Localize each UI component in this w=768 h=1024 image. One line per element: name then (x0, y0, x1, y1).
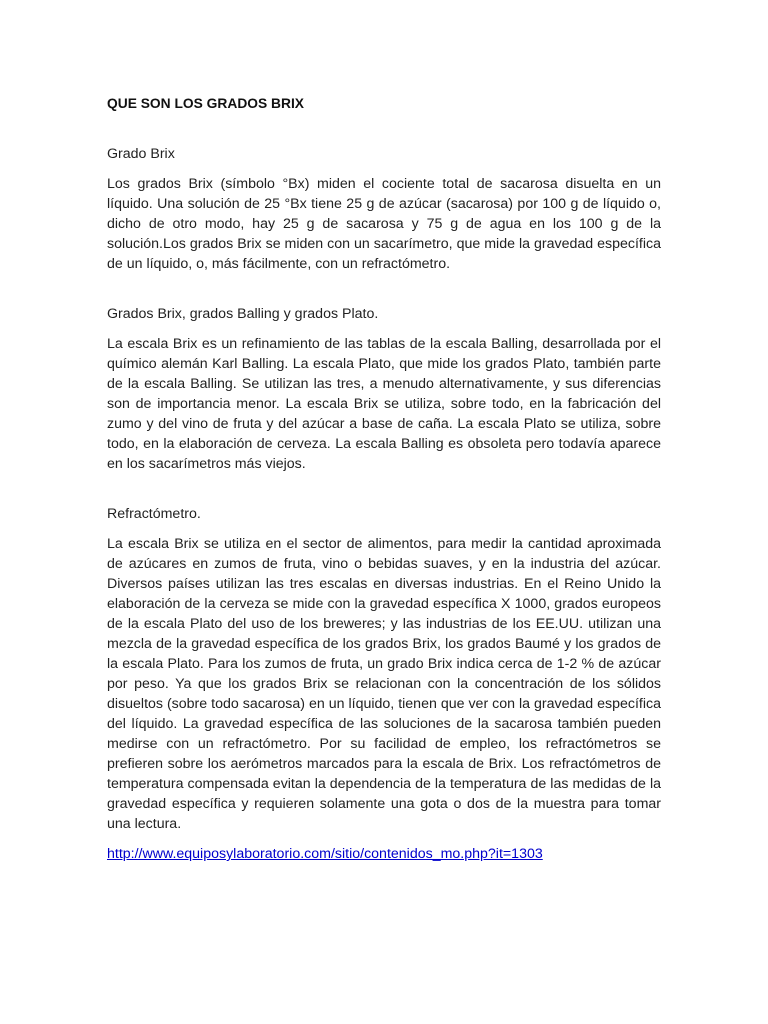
document-body (107, 94, 661, 864)
section-heading-balling-plato: Grados Brix, grados Balling y grados Plato. (107, 306, 379, 322)
section-text-balling-plato: La escala Brix es un refinamiento de las tablas de la escala Balling, desarrollada por el químico alemán Karl Balling. La escala Plato, que mide los grados Plato, también parte de la escala Balling. Se utilizan las tres, a menudo alternativamente, y sus diferencias son de importancia menor. La escala Brix se utiliza, sobre todo, en la fabricación del zumo y del vino de fruta y del azúcar a base de caña. La escala Plato se utiliza, sobre todo, en la elaboración de cerveza. La escala Balling es obsoleta pero todavía aparece en los sacarímetros más viejos. (107, 336, 661, 472)
section-heading-refractometro: Refractómetro. (107, 506, 201, 522)
section-text-refractometro: La escala Brix se utiliza en el sector de alimentos, para medir la cantidad aproximada de azúcares en zumos de fruta, vino o bebidas suaves, y en la industria del azúcar. Diversos países utilizan las tres escalas en diversas industrias. En el Reino Unido la elaboración de la cerveza se mide con la gravedad específica X 1000, grados europeos de la escala Plato del uso de los breweres; y las industrias de los EE.UU. utilizan una mezcla de la gravedad específica de los grados Brix, los grados Baumé y los grados de la escala Plato. Para los zumos de fruta, un grado Brix indica cerca de 1-2 % de azúcar por peso. Ya que los grados Brix se relacionan con la concentración de los sólidos disueltos (sobre todo sacarosa) en un líquido, tienen que ver con la gravedad específica del líquido. La gravedad específica de las soluciones de la sacarosa también pueden medirse con un refractómetro. Por su facilidad de empleo, los refractómetros se prefieren sobre los aerómetros marcados para la escala de Brix. Los refractómetros de temperatura compensada evitan la dependencia de la temperatura de las medidas de la gravedad específica y requieren solamente una gota o dos de la muestra para tomar una lectura. (107, 536, 661, 832)
section-heading-grado-brix: Grado Brix (107, 146, 175, 162)
source-link[interactable]: http://www.equiposylaboratorio.com/sitio/contenidos_mo.php?it=1303 (107, 846, 543, 862)
document-title: QUE SON LOS GRADOS BRIX (107, 96, 305, 111)
section-text-grado-brix: Los grados Brix (símbolo °Bx) miden el cociente total de sacarosa disuelta en un líquido. Una solución de 25 °Bx tiene 25 g de azúcar (sacarosa) por 100 g de líquido o, dicho de otro modo, hay 25 g de sacarosa y 75 g de agua en los 100 g de la solución.Los grados Brix se miden con un sacarímetro, que mide la gravedad específica de un líquido, o, más fácilmente, con un refractómetro. (107, 176, 661, 272)
